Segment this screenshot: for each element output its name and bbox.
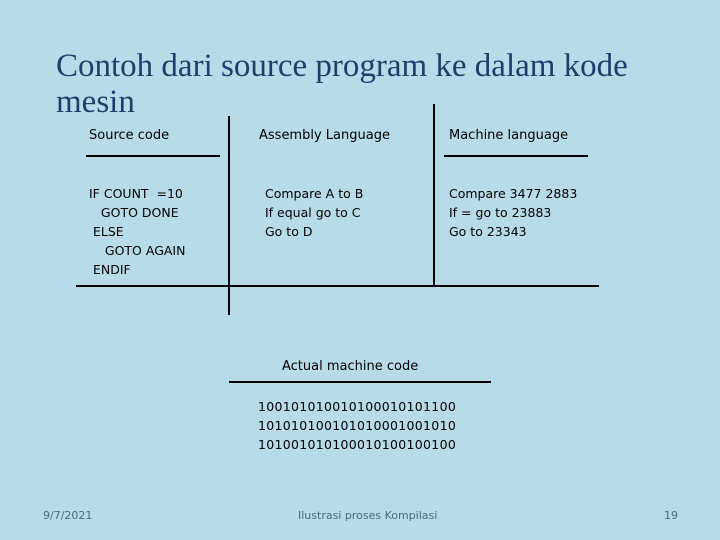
assembly-block (265, 184, 363, 241)
header-assembly-language: Assembly Language (259, 128, 390, 143)
source-line: GOTO AGAIN (89, 243, 186, 258)
binary-code-block (258, 397, 456, 454)
binary-line: 101001010100010100100100 (258, 437, 457, 452)
slide-title: Contoh dari source program ke dalam kode mesin (56, 48, 628, 120)
binary-line: 100101010010100010101100 (258, 399, 457, 414)
actual-heading-underline (229, 381, 491, 383)
assembly-line: Go to D (265, 224, 313, 239)
source-code-block (89, 184, 185, 279)
header-underline-left (86, 155, 220, 157)
assembly-line: If equal go to C (265, 205, 361, 220)
source-line: GOTO DONE (89, 205, 179, 220)
binary-line: 101010100101010001001010 (258, 418, 457, 433)
machine-line: Compare 3477 2883 (449, 186, 578, 201)
machine-line: Go to 23343 (449, 224, 527, 239)
footer-date: 9/7/2021 (43, 509, 93, 522)
footer-caption: Ilustrasi proses Kompilasi (298, 509, 438, 522)
actual-machine-code-heading: Actual machine code (282, 359, 419, 374)
header-machine-language: Machine language (449, 128, 569, 143)
header-underline-right (444, 155, 588, 157)
column-divider-right (433, 104, 435, 285)
source-line: ELSE (89, 224, 124, 239)
machine-language-block (449, 184, 577, 241)
machine-line: If = go to 23883 (449, 205, 552, 220)
assembly-line: Compare A to B (265, 186, 364, 201)
source-line: IF COUNT =10 (89, 186, 183, 201)
page-number: 19 (664, 509, 678, 522)
table-bottom-rule (76, 285, 599, 287)
source-line: ENDIF (89, 262, 131, 277)
header-source-code: Source code (89, 128, 170, 143)
